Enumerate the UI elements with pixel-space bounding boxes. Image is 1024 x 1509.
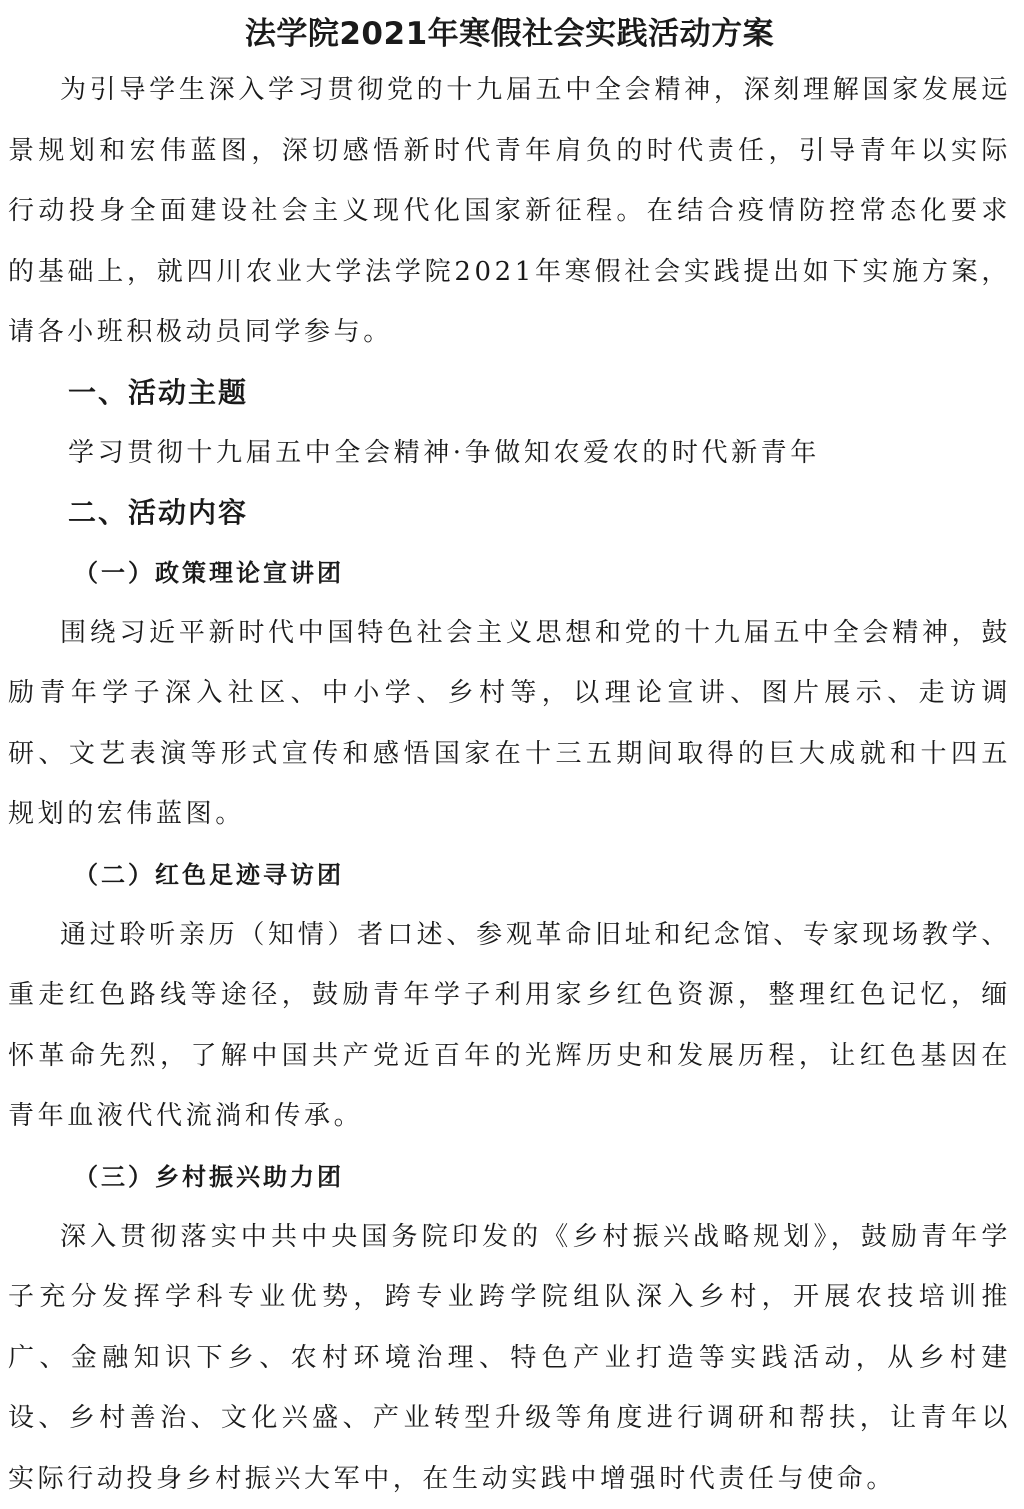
subsection-body-red-footprints: 通过聆听亲历（知情）者口述、参观革命旧址和纪念馆、专家现场教学、重走红色路线等途径，鼓励青年学子利用家乡红色资源，整理红色记忆，缅怀革命先烈，了解中国共产党近百年的光辉历史和发展历程，让红色基因在青年血液代代流淌和传承。 [8, 905, 1011, 1147]
subsection-heading-red-footprints: （二）红色足迹寻访团 [8, 845, 1011, 905]
subsection-body-policy: 围绕习近平新时代中国特色社会主义思想和党的十九届五中全会精神，鼓励青年学子深入社区、中小学、乡村等，以理论宣讲、图片展示、走访调研、文艺表演等形式宣传和感悟国家在十三五期间取得的巨大成就和十四五规划的宏伟蓝图。 [8, 603, 1011, 845]
document-title: 法学院2021年寒假社会实践活动方案 [8, 0, 1011, 60]
section-heading-content: 二、活动内容 [8, 483, 1011, 543]
intro-paragraph: 为引导学生深入学习贯彻党的十九届五中全会精神，深刻理解国家发展远景规划和宏伟蓝图，深切感悟新时代青年肩负的时代责任，引导青年以实际行动投身全面建设社会主义现代化国家新征程。在结合疫情防控常态化要求的基础上，就四川农业大学法学院2021年寒假社会实践提出如下实施方案，请各小班积极动员同学参与。 [8, 60, 1011, 363]
subsection-body-rural-revitalization: 深入贯彻落实中共中央国务院印发的《乡村振兴战略规划》，鼓励青年学子充分发挥学科专业优势，跨专业跨学院组队深入乡村，开展农技培训推广、金融知识下乡、农村环境治理、特色产业打造等实践活动，从乡村建设、乡村善治、文化兴盛、产业转型升级等角度进行调研和帮扶，让青年以实际行动投身乡村振兴大军中，在生动实践中增强时代责任与使命。 [8, 1207, 1011, 1509]
subsection-heading-rural-revitalization: （三）乡村振兴助力团 [8, 1147, 1011, 1207]
subsection-heading-policy: （一）政策理论宣讲团 [8, 543, 1011, 603]
activity-theme: 学习贯彻十九届五中全会精神·争做知农爱农的时代新青年 [8, 423, 1011, 483]
section-heading-theme: 一、活动主题 [8, 363, 1011, 423]
